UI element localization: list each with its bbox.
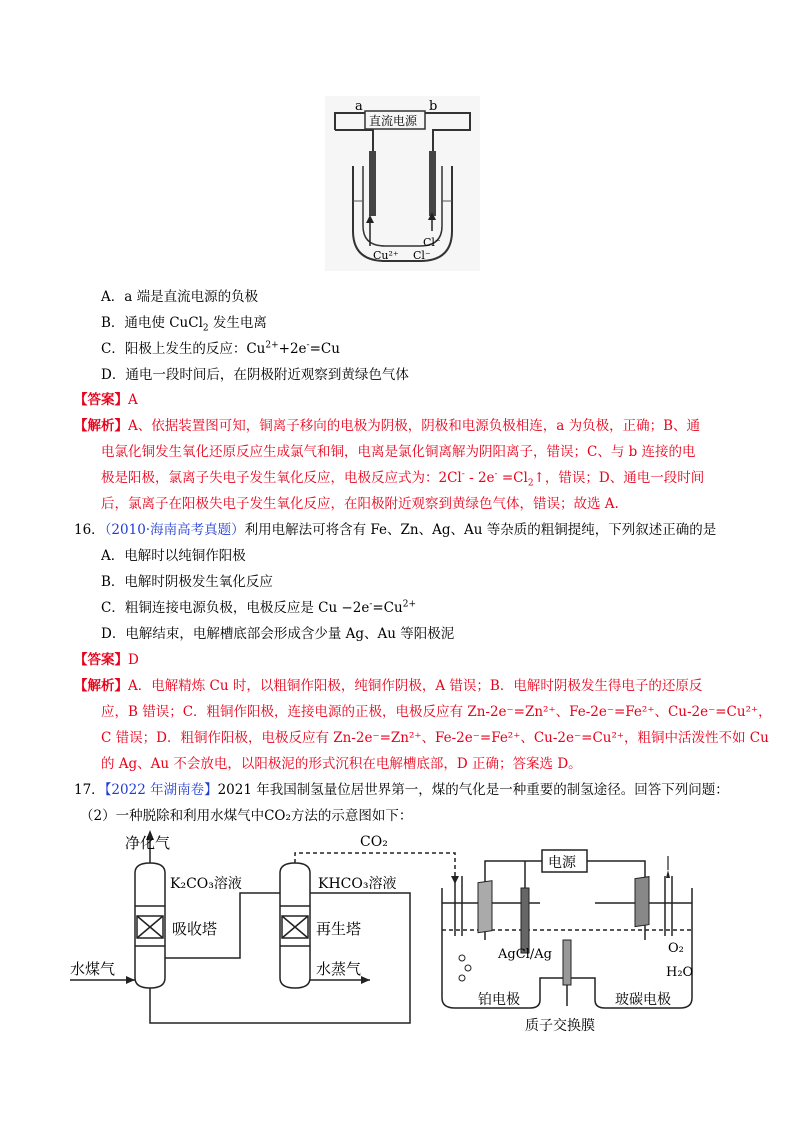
gc-electrode-label: 玻碳电极: [615, 992, 671, 1008]
q17-sub2-co2: CO₂: [264, 808, 291, 824]
o2-label: O₂: [668, 941, 684, 956]
terminal-b-label: b: [429, 99, 438, 114]
q15-answer-tag: 【答案】: [74, 392, 128, 408]
platinum-electrode: [478, 881, 492, 933]
q15-analysis-l3-sup1: -: [461, 469, 465, 480]
q16-analysis-l4: 的 Ag、Au 不会放电，以阳极泥的形式沉积在电解槽底部，D 正确；答案选 D。: [101, 756, 582, 772]
q16-analysis-l1: [74, 676, 702, 696]
left-electrode: [369, 151, 376, 216]
purified-gas-label: 净化气: [125, 834, 171, 852]
q15-option-b-sub: 2: [202, 323, 209, 334]
q17-number: 17．: [74, 782, 105, 798]
q16-analysis-l1-text: A．电解精炼 Cu 时，以粗铜作阳极，纯铜作阴极，A 错误；B．电解时阴极发生得电子的还原反: [128, 678, 703, 694]
q16-option-c-text: C．粗铜连接电源负极，电极反应是 Cu −2e: [101, 600, 370, 616]
q16-stem-text: 利用电解法可将含有 Fe、Zn、Ag、Au 等杂质的粗铜提纯，下列叙述正确的是: [244, 522, 717, 538]
khco3-label: KHCO₃溶液: [318, 876, 397, 892]
q16-answer-tag: 【答案】: [74, 652, 128, 668]
q15-option-c: [101, 339, 340, 359]
q16-option-d: D．电解结束，电解槽底部会形成含少量 Ag、Au 等阳极泥: [101, 626, 455, 642]
q15-analysis-tag: 【解析】: [74, 418, 128, 434]
q16-analysis-tag: 【解析】: [74, 678, 128, 694]
q15-analysis-l3c: =Cl: [497, 470, 528, 486]
q15-answer: [74, 390, 138, 410]
h2o-label: H₂O: [666, 965, 694, 980]
q17-sub2-text: （2）一种脱除和利用水煤气中: [80, 808, 265, 824]
power-label: 电源: [548, 855, 576, 871]
q15-analysis-l3a: 极是阳极，氯离子失电子发生氧化反应，电极反应式为：2Cl: [101, 470, 462, 486]
co2-process-figure: [70, 828, 730, 1038]
q15-analysis-l4: 后，氯离子在阳极失电子发生氧化反应，在阳极附近观察到黄绿色气体，错误；故选 A.: [101, 496, 619, 512]
q15-option-b: [101, 313, 267, 333]
q16-option-c-sup1: -: [369, 599, 373, 610]
dc-power-label: 直流电源: [369, 114, 418, 128]
q15-analysis-l3-sup2: -: [494, 469, 498, 480]
q15-option-c-post: =Cu: [309, 341, 340, 357]
q16-option-c: [101, 598, 416, 618]
q15-option-d: D．通电一段时间后，在阴极附近观察到黄绿色气体: [101, 367, 409, 383]
right-electrode: [429, 151, 436, 216]
agcl-ag-label: AgCl/Ag: [498, 947, 552, 962]
k2co3-label: K₂CO₃溶液: [170, 876, 242, 892]
q15-analysis-l3d: ↑，错误；D、通电一段时间: [533, 470, 705, 486]
q16-answer: [74, 650, 139, 670]
q15-analysis-l3-sub: 2: [527, 478, 534, 489]
u-tube-figure: [325, 96, 480, 271]
membrane-label: 质子交换膜: [525, 1018, 595, 1034]
q16-number: 16．: [74, 522, 105, 538]
cl-ion-arrow-label: Cl⁻: [423, 236, 441, 249]
water-gas-label: 水煤气: [70, 960, 116, 978]
regenerator-label: 再生塔: [316, 920, 362, 938]
q16-answer-value: D: [128, 652, 139, 668]
q15-option-c-text: C．阳极上发生的反应：Cu: [101, 341, 266, 357]
q17-sub2: [80, 806, 412, 826]
q16-option-a: A．电解时以纯铜作阳极: [101, 548, 246, 564]
q15-option-c-mid: +2e: [278, 341, 307, 357]
q16-option-b: B．电解时阴极发生氧化反应: [101, 574, 273, 590]
q16-stem: [74, 520, 716, 540]
q15-answer-value: A: [128, 392, 138, 408]
q17-sub2-post: 方法的示意图如下：: [290, 808, 413, 824]
q15-analysis-l3: [101, 468, 704, 488]
q15-option-b-post: 发生电离: [208, 315, 267, 331]
q15-analysis-l3b: - 2e: [464, 470, 495, 486]
q15-analysis-l1: [74, 416, 700, 436]
proton-exchange-membrane: [563, 940, 571, 985]
q15-option-a: A．a 端是直流电源的负极: [101, 289, 259, 305]
pt-electrode-label: 铂电极: [478, 992, 520, 1008]
terminal-a-label: a: [355, 99, 363, 114]
agcl-ag-electrode: [521, 888, 529, 953]
q15-analysis-l1-text: A、依据装置图可知，铜离子移向的电极为阴极，阴极和电源负极相连，a 为负极，正确；B、通: [128, 418, 701, 434]
q17-source: 【2022 年湖南卷】: [104, 782, 218, 798]
q16-source: （2010·海南高考真题）: [104, 522, 245, 538]
q16-analysis-l3: C 错误；D．粗铜作阳极，电极反应有 Zn-2e⁻=Zn²⁺、Fe-2e⁻=Fe²⁺、Cu-2e⁻=Cu²⁺，粗铜中活泼性不如 Cu: [101, 730, 769, 746]
glassy-carbon-electrode: [635, 877, 649, 927]
q15-option-b-text: B．通电使 CuCl: [101, 315, 203, 331]
q17-stem: [74, 780, 729, 800]
q15-analysis-l2: 电氯化铜发生氧化还原反应生成氯气和铜，电离是氯化铜离解为阴阳离子，错误；C、与 b 连接的电: [101, 444, 696, 460]
co2-label: CO₂: [360, 834, 388, 850]
absorber-label: 吸收塔: [172, 920, 218, 938]
q16-option-c-sup2: 2+: [402, 599, 416, 610]
cl-ion-label: Cl⁻: [413, 249, 431, 262]
cu-ion-label: Cu²⁺: [373, 249, 399, 262]
q15-option-c-sup2: -: [306, 340, 310, 351]
q15-option-c-sup: 2+: [265, 340, 279, 351]
q16-analysis-l2: 应，B 错误；C．粗铜作阳极，连接电源的正极，电极反应有 Zn-2e⁻=Zn²⁺、Fe-2e⁻=Fe²⁺、Cu-2e⁻=Cu²⁺，: [101, 704, 772, 720]
q16-option-c-post: =Cu: [372, 600, 403, 616]
q17-stem-text: 2021 年我国制氢量位居世界第一，煤的气化是一种重要的制氢途径。回答下列问题：: [217, 782, 729, 798]
steam-label: 水蒸气: [316, 960, 362, 978]
